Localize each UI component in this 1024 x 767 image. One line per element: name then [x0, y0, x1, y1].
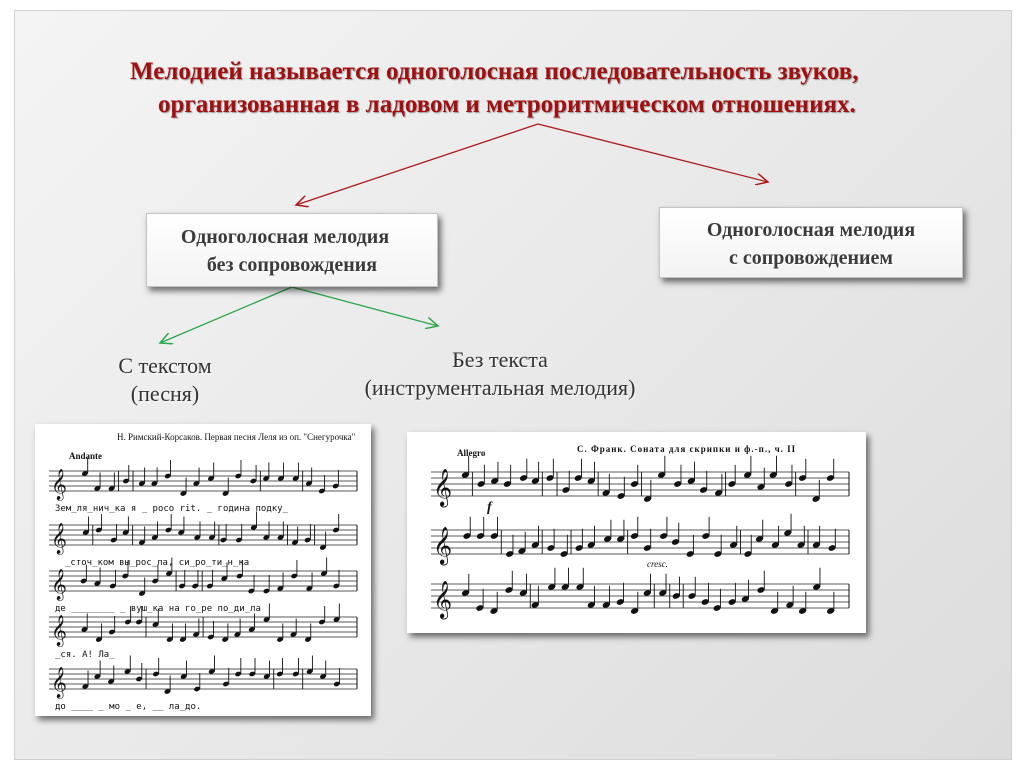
label-with-text-line-2: (песня) — [130, 381, 200, 406]
score-song-staves — [35, 424, 371, 716]
score-instrumental-staff — [431, 568, 849, 619]
treble-clef-icon: 𝄞 — [433, 468, 453, 506]
treble-clef-icon: 𝄞 — [433, 580, 453, 618]
score-instrumental-staff — [431, 456, 849, 507]
score-song-tempo: Andante — [69, 451, 103, 461]
score-song-staff — [49, 512, 357, 556]
label-without-text — [330, 346, 670, 402]
treble-clef-icon: 𝄞 — [51, 469, 67, 500]
score-song-lyric-5: до ____ _ мо _ е, __ ла_до. — [55, 702, 202, 712]
arrow-to-song — [160, 287, 292, 343]
title-line-1: Мелодией называется одноголосная последовательность звуков, — [130, 58, 859, 85]
arrow-to-instrumental — [292, 287, 438, 326]
label-with-text-line-1: С текстом — [118, 353, 212, 378]
score-song-lyric-1: Зем_ля_нич_ка я _ росо rit. _ година подку_ — [55, 504, 288, 514]
score-song-staff — [49, 656, 357, 700]
card-right-line-2: с сопровождением — [728, 247, 894, 269]
card-right-line-1: Одноголосная мелодия — [706, 219, 916, 241]
treble-clef-icon: 𝄞 — [51, 615, 67, 646]
label-without-text-line-1: Без текста — [452, 347, 548, 372]
score-instrumental-header: С. Франк. Соната для скрипки и ф.-п., ч. II — [577, 444, 797, 454]
treble-clef-icon: 𝄞 — [51, 667, 67, 698]
score-instrumental-tempo: Allegro — [457, 448, 486, 458]
card-left-line-2: без сопровождения — [206, 254, 378, 276]
card-left-line-1: Одноголосная мелодия — [180, 226, 390, 248]
card-without-accompaniment — [146, 213, 438, 287]
score-song-lyric-3: де ________ _ вуш_ка на го_ре по_ди_ла — [55, 604, 261, 614]
label-without-text-line-2: (инструментальная мелодия) — [364, 375, 636, 400]
treble-clef-icon: 𝄞 — [51, 523, 67, 554]
score-instrumental — [407, 432, 866, 633]
treble-clef-icon: 𝄞 — [51, 569, 67, 600]
score-instrumental-cresc: cresc. — [647, 559, 668, 569]
score-song-staff — [49, 458, 357, 502]
score-instrumental-staves — [407, 432, 866, 633]
treble-clef-icon: 𝄞 — [433, 526, 453, 564]
arrow-to-left-card — [296, 124, 538, 205]
arrow-to-right-card — [538, 124, 768, 182]
score-instrumental-dynamic: f — [487, 500, 492, 515]
title-line-2: организованная в ладовом и метроритмическом отношениях. — [158, 91, 856, 118]
score-instrumental-staff — [431, 514, 849, 565]
label-with-text — [80, 352, 250, 408]
score-song — [35, 424, 371, 716]
score-song-lyric-4: _ся. А! Ла_ — [55, 650, 115, 660]
card-with-accompaniment — [659, 207, 963, 278]
score-song-header: Н. Римский-Корсаков. Первая песня Леля из оп. "Снегурочка" — [117, 432, 356, 442]
score-song-lyric-2: _сточ_ком вы_рос_ла, си_ро_ти_н_ка — [65, 558, 250, 568]
